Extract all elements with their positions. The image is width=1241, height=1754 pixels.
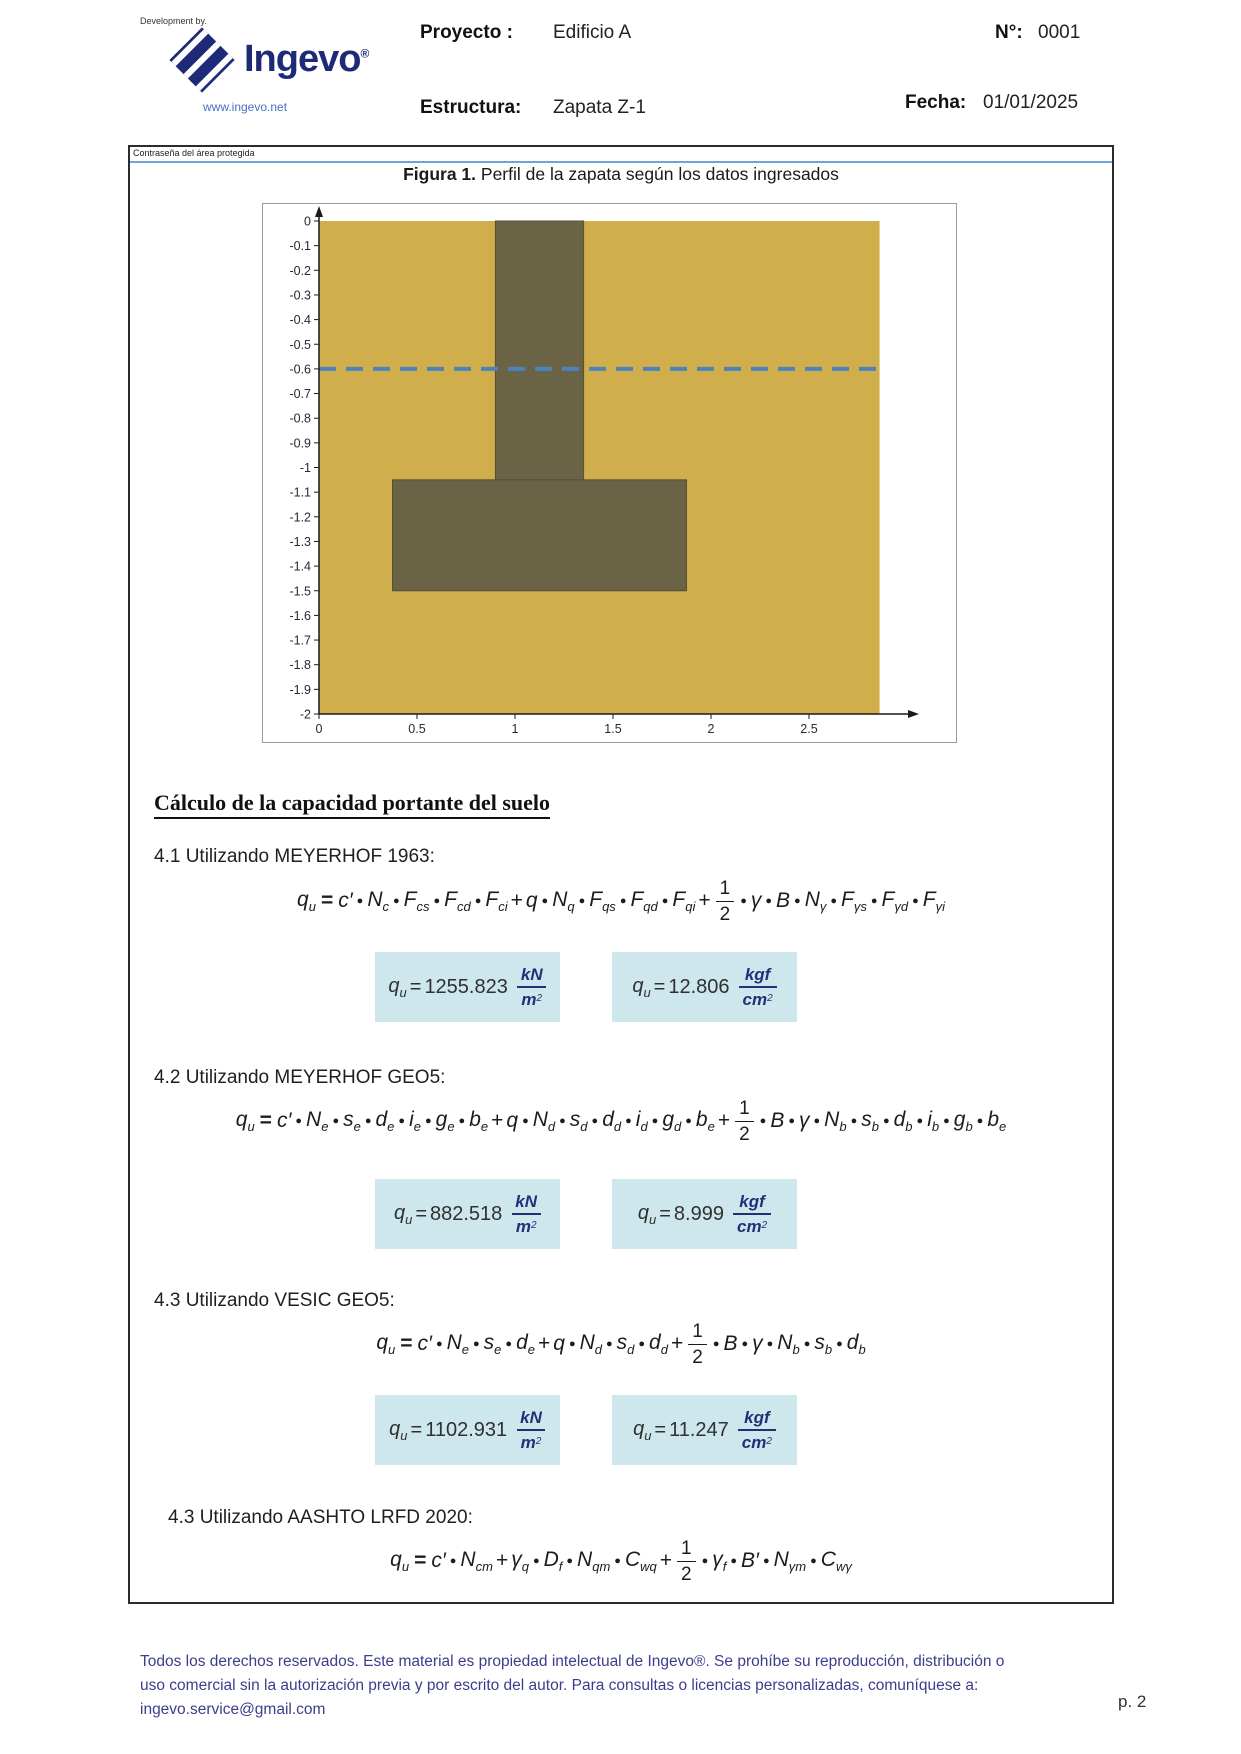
plus-operator: + xyxy=(510,889,523,912)
result-value: 11.247 xyxy=(669,1418,729,1441)
variable-C-wγ: $C_{w\gamma}$ xyxy=(820,1547,852,1575)
dot-operator: ● xyxy=(741,1338,749,1350)
variable-i-e: $i_e$ xyxy=(409,1107,421,1135)
dot-operator: ● xyxy=(759,1115,767,1127)
variable-N-b: $N_b$ xyxy=(824,1107,847,1135)
number-value: 0001 xyxy=(1038,22,1081,43)
variable-q: q xyxy=(506,1109,519,1132)
heading-vesic-geo5: 4.3 Utilizando VESIC GEO5: xyxy=(154,1290,395,1311)
variable-q-u: $q_u$ xyxy=(376,1330,396,1358)
result-value: 8.999 xyxy=(673,1202,724,1225)
y-tick-label: 0 xyxy=(304,214,311,229)
plus-operator: + xyxy=(698,889,711,912)
equals-operator: = xyxy=(410,1418,423,1441)
variable-s-e: $s_e$ xyxy=(343,1107,361,1135)
result-unit: kgf $cm^2$ xyxy=(733,1193,771,1235)
y-tick-label: -0.5 xyxy=(289,337,311,352)
variable-F-qi: $F_{qi}$ xyxy=(672,887,696,915)
dot-operator: ● xyxy=(813,1115,821,1127)
variable-b-e: $b_e$ xyxy=(987,1107,1007,1135)
dot-operator: ● xyxy=(364,1115,372,1127)
dot-operator: ● xyxy=(332,1115,340,1127)
dot-operator: ● xyxy=(393,895,400,907)
dot-operator: ● xyxy=(424,1115,432,1127)
dot-operator: ● xyxy=(295,1115,303,1127)
variable-s-d: $s_d$ xyxy=(569,1107,588,1135)
dot-operator: ● xyxy=(473,1338,480,1350)
x-tick-label: 1 xyxy=(511,722,519,736)
y-tick-label: -1.9 xyxy=(289,682,311,697)
plus-operator: + xyxy=(495,1549,509,1572)
dot-operator: ● xyxy=(794,895,801,907)
ingevo-logo-icon xyxy=(168,26,236,94)
variable-γ-f: $\gamma_f$ xyxy=(712,1547,727,1575)
result-box xyxy=(612,1179,797,1249)
qu-symbol: $q_u$ xyxy=(393,1201,413,1227)
y-tick-label: -0.1 xyxy=(289,239,311,254)
dot-operator: ● xyxy=(943,1115,950,1127)
equals-operator: = xyxy=(414,1549,427,1572)
y-tick-label: -1.2 xyxy=(289,510,311,525)
dot-operator: ● xyxy=(474,895,482,907)
variable-q-u: $q_u$ xyxy=(297,887,316,915)
copyright-line: Todos los derechos reservados. Este material es propiedad intelectual de Ingevo®. Se prohíbe su reproducción, distribución o xyxy=(140,1653,1005,1670)
variable-N-cm: $N_{cm}$ xyxy=(460,1547,493,1575)
dot-operator: ● xyxy=(559,1115,566,1127)
plus-operator: + xyxy=(537,1332,551,1355)
equals-operator: = xyxy=(415,1202,427,1225)
variable-F-γi: $F_{\gamma i}$ xyxy=(922,887,945,915)
x-tick-label: 1.5 xyxy=(604,722,622,736)
dot-operator: ● xyxy=(606,1338,613,1350)
figure-1-chart xyxy=(262,203,957,743)
variable-q-u: $q_u$ xyxy=(235,1107,255,1135)
variable-F-cs: $F_{cs}$ xyxy=(403,887,430,915)
result-box xyxy=(375,1395,560,1465)
variable-F-ci: $F_{ci}$ xyxy=(485,887,508,915)
section-title: Cálculo de la capacidad portante del suelo xyxy=(154,790,550,819)
diamond-logo-icon xyxy=(168,26,236,94)
variable-b-e: $b_e$ xyxy=(469,1107,489,1135)
variable-s-b: $s_b$ xyxy=(814,1330,833,1358)
plus-operator: + xyxy=(491,1109,504,1132)
variable-B: B xyxy=(770,1109,785,1132)
y-tick-label: -0.2 xyxy=(289,263,311,278)
y-tick-label: -1 xyxy=(299,461,311,475)
variable-γ-q: $\gamma_q$ xyxy=(511,1547,529,1575)
dot-operator: ● xyxy=(505,1338,513,1350)
variable-N-d: $N_d$ xyxy=(532,1107,556,1135)
variable-γ: γ xyxy=(799,1109,810,1132)
y-tick-label: -1.7 xyxy=(289,633,311,648)
plus-operator: + xyxy=(659,1549,672,1572)
variable-F-cd: $F_{cd}$ xyxy=(444,887,471,915)
variable-d-e: $d_e$ xyxy=(375,1107,395,1135)
dot-operator: ● xyxy=(532,1555,540,1567)
brand-name: Ingevo® xyxy=(244,38,369,80)
dot-operator: ● xyxy=(788,1115,795,1127)
project-label: Proyecto : xyxy=(420,22,513,43)
variable-g-b: $g_b$ xyxy=(953,1107,973,1135)
dot-operator: ● xyxy=(882,1115,890,1127)
y-tick-label: -0.9 xyxy=(289,436,311,451)
qu-symbol: $q_u$ xyxy=(388,974,407,1000)
dot-operator: ● xyxy=(619,895,627,907)
figure-caption-text: Perfil de la zapata según los datos ingresados xyxy=(476,164,839,184)
result-box xyxy=(612,952,797,1022)
website-url: www.ingevo.net xyxy=(203,100,288,114)
date-label: Fecha: xyxy=(905,92,967,113)
result-value: 12.806 xyxy=(668,975,730,998)
development-by-label: Development by. xyxy=(140,16,207,26)
dot-operator: ● xyxy=(541,895,549,907)
soil-region xyxy=(319,221,880,714)
variable-N-q: $N_q$ xyxy=(552,887,575,915)
result-unit: kN $m^2$ xyxy=(517,966,547,1008)
dot-operator: ● xyxy=(912,895,919,907)
fraction: $\frac{1}{2}$ xyxy=(716,879,735,924)
dot-operator: ● xyxy=(810,1555,817,1567)
variable-N-d: $N_d$ xyxy=(579,1330,602,1358)
dot-operator: ● xyxy=(685,1115,692,1127)
dot-operator: ● xyxy=(701,1555,709,1567)
variable-q: q xyxy=(553,1332,565,1355)
dot-operator: ● xyxy=(803,1338,811,1350)
variable-s-e: $s_e$ xyxy=(483,1330,502,1358)
dot-operator: ● xyxy=(661,895,669,907)
fraction: $\frac{1}{2}$ xyxy=(677,1539,696,1584)
y-tick-label: -1.4 xyxy=(289,559,311,574)
y-tick-label: -0.4 xyxy=(289,313,311,328)
variable-B: B xyxy=(776,889,791,912)
variable-F-γs: $F_{\gamma s}$ xyxy=(841,887,867,915)
dot-operator: ● xyxy=(578,895,586,907)
variable-F-γd: $F_{\gamma d}$ xyxy=(881,887,909,915)
variable-d-e: $d_e$ xyxy=(516,1330,535,1358)
dot-operator: ● xyxy=(638,1338,646,1350)
variable-d-d: $d_d$ xyxy=(602,1107,622,1135)
dot-operator: ● xyxy=(356,895,364,907)
figure-caption xyxy=(130,164,1112,185)
footing-profile-plot xyxy=(262,203,957,743)
variable-N-qm: $N_{qm}$ xyxy=(577,1547,611,1575)
variable-c: c′ xyxy=(338,889,353,912)
variable-D-f: $D_f$ xyxy=(543,1547,563,1575)
variable-N-e: $N_e$ xyxy=(446,1330,470,1358)
variable-N-γm: $N_{\gamma m}$ xyxy=(773,1547,807,1575)
result-value: 882.518 xyxy=(430,1202,503,1225)
dot-operator: ● xyxy=(625,1115,632,1127)
result-value: 1255.823 xyxy=(424,975,508,998)
dot-operator: ● xyxy=(651,1115,659,1127)
date-value: 01/01/2025 xyxy=(983,92,1079,113)
result-unit: kgf $cm^2$ xyxy=(739,966,777,1008)
variable-i-b: $i_b$ xyxy=(927,1107,940,1135)
plus-operator: + xyxy=(670,1332,684,1355)
dot-operator: ● xyxy=(836,1338,843,1350)
dot-operator: ● xyxy=(870,895,878,907)
protected-area-label: Contraseña del área protegida xyxy=(130,147,1112,163)
variable-c: c′ xyxy=(276,1109,292,1132)
dot-operator: ● xyxy=(591,1115,599,1127)
number-label: N°: xyxy=(995,22,1023,43)
variable-γ: γ xyxy=(752,1332,763,1355)
result-unit: kgf $cm^2$ xyxy=(738,1409,776,1451)
result-unit: kN $m^2$ xyxy=(516,1409,546,1451)
dot-operator: ● xyxy=(449,1555,457,1567)
result-value: 1102.931 xyxy=(425,1418,508,1441)
variable-N-γ: $N_\gamma$ xyxy=(804,887,827,915)
y-tick-label: -1.3 xyxy=(289,534,311,549)
x-tick-label: 0 xyxy=(315,722,323,736)
copyright-line: uso comercial sin la autorización previa y por escrito del autor. Para consultas o licencias personalizadas, comuníquese a: xyxy=(140,1677,979,1695)
formula-meyerhof-1963 xyxy=(130,869,1112,933)
formula-aashto-lrfd-2020 xyxy=(130,1529,1112,1593)
equals-operator: = xyxy=(653,975,666,998)
dot-operator: ● xyxy=(398,1115,406,1127)
column-shape xyxy=(495,221,583,480)
variable-N-b: $N_b$ xyxy=(777,1330,800,1358)
dot-operator: ● xyxy=(976,1115,984,1127)
variable-s-b: $s_b$ xyxy=(861,1107,879,1135)
dot-operator: ● xyxy=(916,1115,924,1127)
dot-operator: ● xyxy=(765,895,773,907)
y-tick-label: -2 xyxy=(299,707,311,722)
dot-operator: ● xyxy=(830,895,838,907)
variable-g-d: $g_d$ xyxy=(662,1107,682,1135)
variable-q: q xyxy=(525,889,538,912)
structure-label: Estructura: xyxy=(420,97,522,118)
project-value: Edificio A xyxy=(553,22,632,43)
dot-operator: ● xyxy=(522,1115,529,1127)
variable-d-d: $d_d$ xyxy=(649,1330,668,1358)
x-tick-label: 2.5 xyxy=(800,722,818,736)
result-box xyxy=(375,952,560,1022)
y-tick-label: -1.6 xyxy=(289,608,311,623)
dot-operator: ● xyxy=(740,895,747,907)
dot-operator: ● xyxy=(433,895,441,907)
results-vesic-geo5 xyxy=(375,1395,797,1465)
dot-operator: ● xyxy=(766,1338,774,1350)
y-tick-label: -1.1 xyxy=(289,485,311,500)
y-tick-label: -0.3 xyxy=(289,288,311,303)
heading-meyerhof-geo5: 4.2 Utilizando MEYERHOF GEO5: xyxy=(154,1067,446,1088)
variable-i-d: $i_d$ xyxy=(635,1107,648,1135)
equals-operator: = xyxy=(320,889,334,912)
variable-F-qd: $F_{qd}$ xyxy=(630,887,658,915)
heading-aashto-lrfd-2020: 4.3 Utilizando AASHTO LRFD 2020: xyxy=(168,1507,473,1528)
results-meyerhof-geo5 xyxy=(375,1179,797,1249)
content-frame xyxy=(128,145,1114,1604)
result-unit: kN $m^2$ xyxy=(511,1193,541,1235)
plus-operator: + xyxy=(717,1109,731,1132)
dot-operator: ● xyxy=(762,1555,770,1567)
y-tick-label: -0.8 xyxy=(289,411,311,426)
variable-N-c: $N_c$ xyxy=(367,887,389,915)
qu-symbol: $q_u$ xyxy=(389,1417,408,1443)
qu-symbol: $q_u$ xyxy=(632,974,651,1000)
registered-mark: ® xyxy=(360,46,369,61)
qu-symbol: $q_u$ xyxy=(637,1201,657,1227)
equals-operator: = xyxy=(659,1202,671,1225)
equals-operator: = xyxy=(259,1109,272,1132)
equals-operator: = xyxy=(409,975,422,998)
variable-d-b: $d_b$ xyxy=(893,1107,913,1135)
formula-vesic-geo5 xyxy=(130,1312,1112,1376)
variable-s-d: $s_d$ xyxy=(616,1330,635,1358)
structure-value: Zapata Z-1 xyxy=(553,97,646,118)
y-tick-label: -0.7 xyxy=(289,387,311,402)
heading-meyerhof-1963: 4.1 Utilizando MEYERHOF 1963: xyxy=(154,846,435,867)
dot-operator: ● xyxy=(712,1338,720,1350)
equals-operator: = xyxy=(654,1418,667,1441)
results-meyerhof-1963 xyxy=(375,952,797,1022)
variable-N-e: $N_e$ xyxy=(306,1107,329,1135)
formula-meyerhof-geo5 xyxy=(130,1089,1112,1153)
fraction: $\frac{1}{2}$ xyxy=(735,1099,754,1144)
dot-operator: ● xyxy=(614,1555,621,1567)
figure-caption-number: Figura 1. xyxy=(403,164,477,184)
x-tick-label: 0.5 xyxy=(408,722,426,736)
dot-operator: ● xyxy=(850,1115,858,1127)
variable-g-e: $g_e$ xyxy=(435,1107,455,1135)
dot-operator: ● xyxy=(458,1115,466,1127)
variable-γ: γ xyxy=(750,889,762,912)
page-number: p. 2 xyxy=(1118,1692,1147,1711)
variable-F-qs: $F_{qs}$ xyxy=(589,887,616,915)
y-tick-label: -1.8 xyxy=(289,658,311,673)
dot-operator: ● xyxy=(730,1555,738,1567)
footing-shape xyxy=(393,480,687,591)
variable-c: c′ xyxy=(431,1549,446,1572)
equals-operator: = xyxy=(400,1332,413,1355)
variable-C-wq: $C_{wq}$ xyxy=(624,1547,657,1575)
x-tick-label: 2 xyxy=(707,722,715,736)
dot-operator: ● xyxy=(568,1338,576,1350)
dot-operator: ● xyxy=(435,1338,443,1350)
variable-B: B xyxy=(723,1332,738,1355)
contact-email: ingevo.service@gmail.com xyxy=(140,1701,326,1719)
result-box xyxy=(375,1179,560,1249)
dot-operator: ● xyxy=(566,1555,574,1567)
qu-symbol: $q_u$ xyxy=(633,1417,652,1443)
variable-c: c′ xyxy=(417,1332,432,1355)
fraction: $\frac{1}{2}$ xyxy=(688,1322,707,1367)
y-tick-label: -0.6 xyxy=(289,362,311,377)
variable-d-b: $d_b$ xyxy=(846,1330,866,1358)
variable-B: B′ xyxy=(741,1549,759,1572)
variable-b-e: $b_e$ xyxy=(695,1107,715,1135)
y-tick-label: -1.5 xyxy=(289,584,311,599)
result-box xyxy=(612,1395,797,1465)
copyright-notice xyxy=(140,1650,1004,1722)
variable-q-u: $q_u$ xyxy=(390,1547,410,1575)
